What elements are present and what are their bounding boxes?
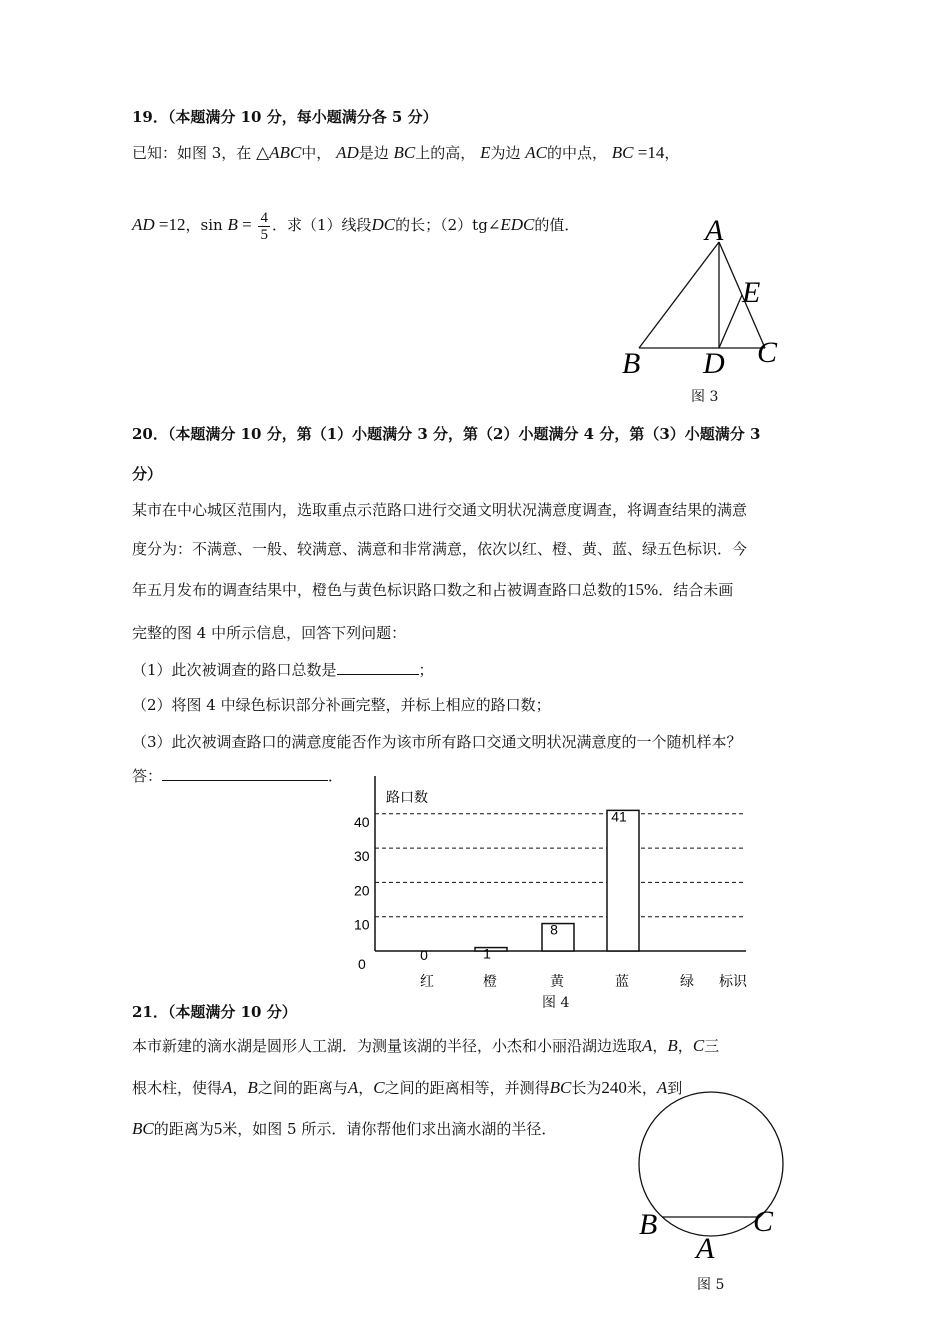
fraction-den: 5 xyxy=(260,226,268,243)
text: ， xyxy=(664,144,680,162)
figure-3-caption: 图 3 xyxy=(691,389,719,405)
math-AC: AC xyxy=(525,143,547,162)
math-AD: AD xyxy=(336,143,359,162)
math-DC: DC xyxy=(371,215,396,234)
category-label: 绿 xyxy=(680,974,694,990)
math-AD: AD xyxy=(132,215,155,234)
math-A: A xyxy=(222,1078,233,1097)
text: 为边 xyxy=(490,144,521,162)
category-label: 黄 xyxy=(550,974,564,990)
text: 三 xyxy=(704,1037,720,1055)
bar-data-label: 41 xyxy=(611,808,627,825)
y-tick-label: 10 xyxy=(354,916,370,933)
text: ， xyxy=(677,1037,693,1055)
math-BC: BC xyxy=(549,1078,572,1097)
label-C: C xyxy=(757,336,778,369)
text: 根木柱，使得 xyxy=(132,1079,223,1097)
math-eq12: =12 xyxy=(154,215,186,234)
q20-header-cont: 分） xyxy=(132,465,163,483)
text: 上的高， xyxy=(415,144,476,162)
text: ．求（1）线段 xyxy=(271,216,372,234)
math-A: A xyxy=(656,1078,668,1097)
text: 米， xyxy=(626,1079,657,1097)
math-eq14: =14 xyxy=(633,143,665,162)
q20-para-line4: 完整的图 4 中所示信息，回答下列问题： xyxy=(132,624,407,642)
math-eq: = xyxy=(237,215,252,234)
bar-data-label: 0 xyxy=(420,947,428,963)
math-ABC: ABC xyxy=(269,143,302,162)
percent-value: 15% xyxy=(627,580,659,599)
math-C: C xyxy=(692,1036,705,1055)
text: 的中点， xyxy=(547,144,608,162)
q20-sub2: （2）将图 4 中绿色标识部分补画完整，并标上相应的路口数； xyxy=(132,696,551,714)
bar xyxy=(542,921,574,951)
text: 本市新建的滴水湖是圆形人工湖．为测量该湖的半径，小杰和小丽沿湖边选取 xyxy=(132,1037,643,1055)
q19-header: 19．（本题满分 10 分，每小题满分各 5 分） xyxy=(132,108,438,126)
q21-line1 xyxy=(132,1035,719,1057)
text: ， xyxy=(358,1079,374,1097)
y-axis-label: 路口数 xyxy=(386,790,428,806)
bar-data-label: 1 xyxy=(483,945,491,962)
math-EDC: EDC xyxy=(500,215,535,234)
math-B: B xyxy=(247,1078,258,1097)
math-BC: BC xyxy=(611,143,634,162)
triangle-symbol: △ xyxy=(256,143,270,162)
text: 年五月发布的调查结果中，橙色与黄色标识路口数之和占被调查路口总数的 xyxy=(132,581,628,599)
label-B: B xyxy=(639,1208,658,1241)
label-E: E xyxy=(742,276,761,309)
math-A: A xyxy=(347,1078,359,1097)
y-tick-label: 20 xyxy=(354,882,370,899)
q20-para-line1: 某市在中心城区范围内，选取重点示范路口进行交通文明状况满意度调查，将调查结果的满意 xyxy=(132,501,748,519)
text: 的长；（2）tg∠ xyxy=(395,216,501,234)
category-label: 蓝 xyxy=(615,974,629,990)
text: ． xyxy=(328,767,344,785)
math-E: E xyxy=(480,143,491,162)
text: 米，如图 5 所示．请你帮他们求出滴水湖的半径． xyxy=(222,1120,557,1138)
distance-value: 5 xyxy=(213,1119,223,1138)
math-B: B xyxy=(227,215,238,234)
math-BC: BC xyxy=(132,1119,154,1138)
text: 到 xyxy=(667,1079,683,1097)
text: 的值． xyxy=(534,216,580,234)
fraction-num: 4 xyxy=(260,209,268,226)
math-C: C xyxy=(373,1078,385,1097)
category-label: 橙 xyxy=(483,974,497,990)
label-C: C xyxy=(753,1205,774,1238)
q20-sub3: （3）此次被调查路口的满意度能否作为该市所有路口交通文明状况满意度的一个随机样本？ xyxy=(132,733,742,751)
q20-header: 20．（本题满分 10 分，第（1）小题满分 3 分，第（2）小题满分 4 分，第（3）小题满分 3 xyxy=(132,425,761,443)
text: 答： xyxy=(132,767,163,785)
text: 的距离为 xyxy=(153,1120,214,1138)
y-tick-label: 0 xyxy=(358,956,366,972)
label-A: A xyxy=(696,1232,715,1265)
label-B: B xyxy=(622,347,641,380)
x-axis-label: 标识 xyxy=(719,974,747,990)
text: ．结合未画 xyxy=(658,581,734,599)
text: ， xyxy=(652,1037,668,1055)
math-BC: BC xyxy=(393,143,416,162)
bar xyxy=(607,810,639,951)
text: 已知：如图 3，在 xyxy=(132,144,252,162)
math-A: A xyxy=(642,1036,653,1055)
math-B: B xyxy=(667,1036,678,1055)
text: 长为 xyxy=(571,1079,602,1097)
text: 中， xyxy=(301,144,332,162)
y-tick-label: 40 xyxy=(354,813,370,830)
text: 是边 xyxy=(358,144,389,162)
figure-4-caption: 图 4 xyxy=(542,995,570,1011)
q21-header: 21．（本题满分 10 分） xyxy=(132,1003,297,1021)
text: 之间的距离与 xyxy=(257,1079,348,1097)
bar-data-label: 8 xyxy=(550,921,558,938)
label-A: A xyxy=(705,214,724,247)
text: ，sin xyxy=(185,216,223,234)
length-value: 240 xyxy=(601,1078,627,1097)
q20-para-line2: 度分为：不满意、一般、较满意、满意和非常满意，依次以红、橙、黄、蓝、绿五色标识．今 xyxy=(132,540,748,558)
figure-5 xyxy=(0,1080,950,1280)
label-D: D xyxy=(703,347,725,380)
category-label: 红 xyxy=(420,974,434,990)
y-tick-label: 30 xyxy=(354,848,370,865)
text: （1）此次被调查的路口总数是 xyxy=(132,661,337,679)
text: ， xyxy=(232,1079,248,1097)
text: ； xyxy=(418,661,434,679)
text: 之间的距离相等，并测得 xyxy=(384,1079,550,1097)
figure-5-caption: 图 5 xyxy=(697,1277,725,1293)
bar xyxy=(475,948,507,951)
